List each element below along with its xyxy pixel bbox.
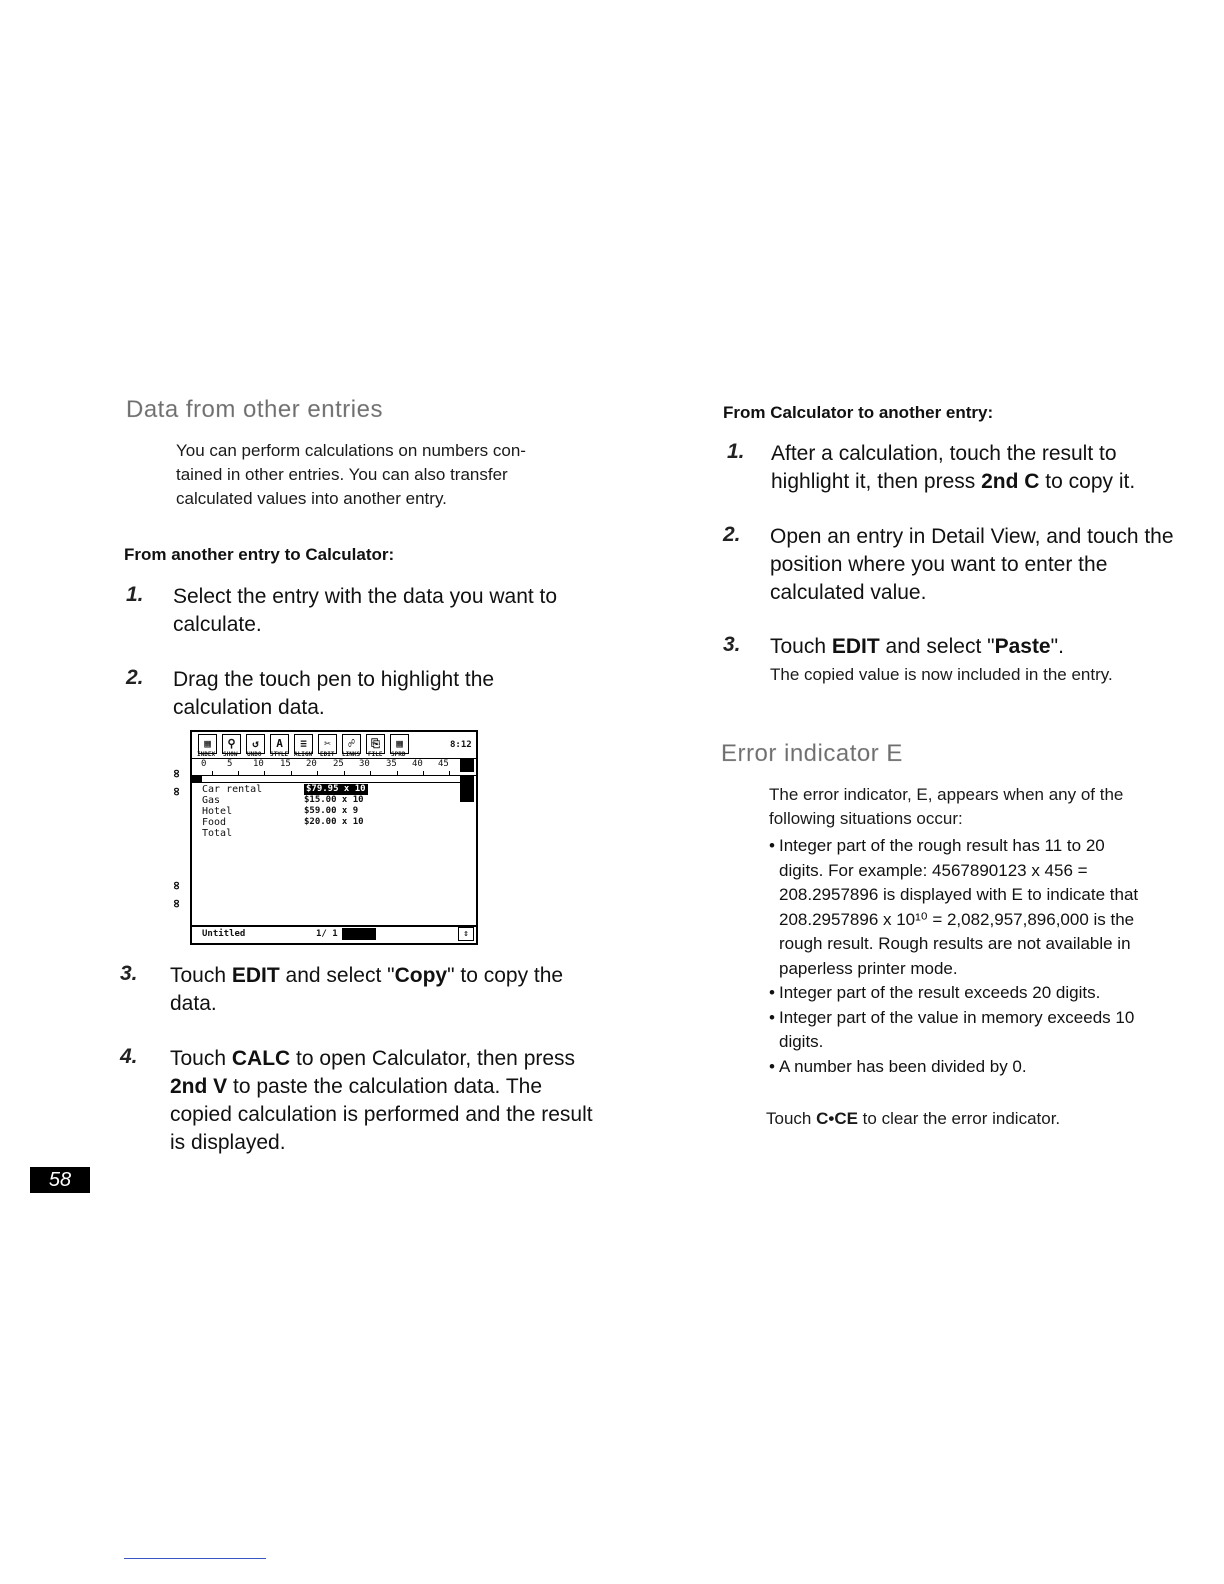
clear-instruction: Touch C•CE to clear the error indicator. (766, 1109, 1061, 1128)
step-line: is displayed. (170, 1131, 286, 1154)
right-step-1 (727, 440, 1197, 496)
page-number-badge: 58 (30, 1167, 90, 1193)
left-step-1 (126, 583, 596, 639)
step-number: 3. (120, 962, 138, 985)
sheet-label: Hotel (202, 806, 233, 817)
subhead-from-calculator: From Calculator to another entry: (723, 403, 994, 422)
step-line: After a calculation, touch the result to (771, 442, 1117, 465)
ruler-label: 10 (253, 759, 264, 769)
2nd-v-keyword: 2nd V (170, 1075, 228, 1098)
intro-line: tained in other entries. You can also transfer (176, 465, 508, 484)
step-number: 4. (120, 1045, 138, 1068)
step-line: copied calculation is performed and the result (170, 1103, 593, 1126)
align-icon: ≡ (294, 734, 313, 754)
copy-keyword: Copy (394, 964, 448, 987)
2nd-c-keyword: 2nd C (981, 470, 1040, 493)
ruler-label: 45 (438, 759, 449, 769)
sheet-value-selected: $79.95 x 10 (306, 784, 366, 794)
toolbar-caption: SPRD (391, 751, 406, 758)
toolbar-caption: STYLE (270, 751, 289, 758)
ruler-label: 30 (359, 759, 370, 769)
right-step-2 (723, 523, 1203, 607)
left-step-4 (120, 1045, 610, 1157)
sprd-icon: ▦ (390, 734, 409, 754)
toolbar-caption: LINKS (342, 751, 361, 758)
list-item: • Integer part of the rough result has 11 to 20 digits. For example: 4567890123 x 456 = 208.2957896 is displayed with E to indicate that 208.2957896 x 10¹⁰ = 2,082,957,896,000 is the rough result. Rough results are not available in paperless printer mode. (769, 834, 1199, 981)
step-line: Drag the touch pen to highlight the (173, 668, 495, 691)
list-item: • Integer part of the value in memory exceeds 10 digits. (769, 1006, 1199, 1055)
section-title-data-from-other-entries: Data from other entries (126, 396, 383, 423)
edit-keyword: EDIT (831, 635, 880, 658)
step-line: 2nd V to paste the calculation data. The (170, 1075, 543, 1098)
ruler-label: 35 (386, 759, 397, 769)
error-intro (769, 783, 1199, 831)
paste-keyword: Paste (994, 635, 1051, 658)
sheet-value: $20.00 x 10 (304, 817, 364, 827)
device-screenshot (168, 730, 480, 947)
bottom-rule (124, 1558, 266, 1559)
left-step-3 (120, 962, 600, 1018)
edit-icon: ✂ (318, 734, 337, 754)
step-number: 1. (126, 583, 144, 606)
step-number: 3. (723, 633, 741, 656)
status-name: Untitled (202, 929, 246, 939)
device-screen (190, 730, 478, 945)
step-line: calculation data. (173, 696, 325, 719)
clock: 8:12 (450, 740, 472, 750)
undo-icon: ↺ (246, 734, 265, 754)
toolbar-caption: FILE (368, 751, 383, 758)
step-line: position where you want to enter the (770, 553, 1108, 576)
step-line: Open an entry in Detail View, and touch the (770, 525, 1174, 548)
sheet-label: Food (202, 817, 227, 828)
show-icon: ⚲ (222, 734, 241, 754)
scroll-icon (460, 776, 474, 802)
file-icon: ⎘ (366, 734, 385, 754)
sheet-label: Car rental (202, 784, 263, 795)
ruler-label: 25 (333, 759, 344, 769)
step-line: highlight it, then press 2nd C to copy it. (771, 470, 1136, 493)
sheet-value: $59.00 x 9 (304, 806, 359, 816)
sheet-label: Total (202, 828, 233, 839)
sheet-value: $15.00 x 10 (304, 795, 364, 805)
step-line: calculated value. (770, 581, 927, 604)
step-line: Touch EDIT and select "Copy" to copy the (170, 964, 564, 987)
ruler-label: 0 (201, 759, 207, 769)
list-item: • Integer part of the result exceeds 20 digits. (769, 981, 1199, 1006)
ruler-label: 40 (412, 759, 423, 769)
step-line: data. (170, 992, 217, 1015)
sheet-label: Gas (202, 795, 221, 806)
binder-ring-icon: ∞ (168, 787, 184, 796)
intro-line: The error indicator, E, appears when any of the (769, 785, 1124, 804)
binder-ring-icon: ∞ (168, 769, 184, 778)
edit-keyword: EDIT (231, 964, 280, 987)
step-line: calculate. (173, 613, 262, 636)
intro-line: You can perform calculations on numbers con- (176, 441, 526, 460)
right-step-3 (723, 633, 1203, 687)
error-conditions-list (769, 834, 1199, 1079)
style-icon: A (270, 734, 289, 754)
toolbar-caption: UNDO (247, 751, 262, 758)
scroll-up-icon (460, 758, 474, 772)
binder-ring-icon: ∞ (168, 899, 184, 908)
index-icon: ▦ (198, 734, 217, 754)
ruler-label: 20 (306, 759, 317, 769)
left-step-2 (126, 666, 596, 722)
cce-keyword: C•CE (816, 1109, 858, 1128)
ruler (192, 758, 476, 776)
calc-keyword: CALC (231, 1047, 291, 1070)
ruler-label: 5 (227, 759, 233, 769)
toolbar-caption: SHOW (223, 751, 238, 758)
status-page: 1/ 1 (316, 929, 338, 939)
intro-line: following situations occur: (769, 809, 963, 828)
step-line: Select the entry with the data you want to (173, 585, 558, 608)
toolbar-caption: ALIGN (294, 751, 313, 758)
intro-line: calculated values into another entry. (176, 489, 447, 508)
links-icon: ☍ (342, 734, 361, 754)
intro-paragraph (176, 439, 616, 511)
scroll-corner-icon: ⇕ (458, 927, 474, 941)
subhead-from-another-entry: From another entry to Calculator: (124, 545, 395, 564)
toolbar-caption: INDEX (197, 751, 216, 758)
page-nav-icon (342, 928, 376, 940)
status-bar (192, 925, 476, 943)
step-number: 2. (126, 666, 144, 689)
step-line: Touch EDIT and select "Paste". (770, 635, 1064, 658)
step-note: The copied value is now included in the entry. (770, 665, 1113, 684)
list-item: • A number has been divided by 0. (769, 1055, 1199, 1080)
binder-ring-icon: ∞ (168, 881, 184, 890)
toolbar-caption: EDIT (320, 751, 335, 758)
ruler-label: 15 (280, 759, 291, 769)
step-number: 2. (723, 523, 741, 546)
step-number: 1. (727, 440, 745, 463)
step-line: Touch CALC to open Calculator, then press (170, 1047, 576, 1070)
section-title-error-indicator: Error indicator E (721, 740, 903, 767)
